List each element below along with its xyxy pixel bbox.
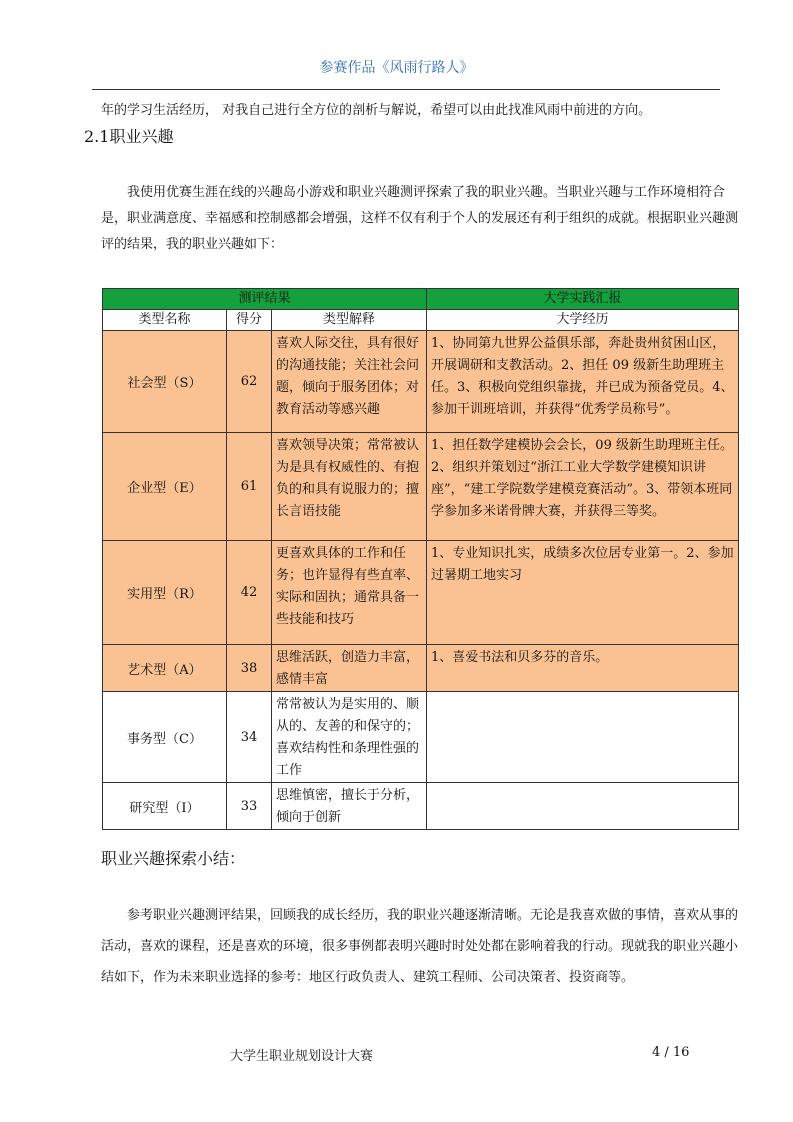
experience-cell: 1、担任数学建模协会会长，09 级新生助理班主任。2、组织并策划过“浙江工业大学数学建模知识讲座”，“建工学院数学建模竞赛活动”。3、带领本班同学参加多米诺骨牌大赛，并获得三等奖。: [427, 433, 739, 541]
score-cell: 61: [227, 433, 272, 541]
column-header-type: 类型名称: [103, 310, 227, 331]
type-cell: 艺术型（A）: [103, 645, 227, 692]
table-row: [103, 783, 739, 830]
explanation-cell: 常常被认为是实用的、顺从的、友善的和保守的；喜欢结构性和条理性强的工作: [272, 692, 427, 783]
score-cell: 38: [227, 645, 272, 692]
summary-heading: 职业兴趣探索小结：: [101, 849, 246, 868]
paragraph-summary: 参考职业兴趣测评结果，回顾我的成长经历，我的职业兴趣逐渐清晰。无论是我喜欢做的事情，喜欢从事的活动，喜欢的课程，还是喜欢的环境，很多事例都表明兴趣时时处处都在影响着我的行动。现就我的职业兴趣小结如下，作为未来职业选择的参考：地区行政负责人、建筑工程师、公司决策者、投资商等。: [101, 908, 739, 985]
experience-cell: 1、协同第九世界公益俱乐部，奔赴贵州贫困山区，开展调研和支教活动。2、担任 09 级新生助理班主任。3、积极向党组织靠拢，并已成为预备党员。4、参加干训班培训，并获得“优秀学员称号”。: [427, 331, 739, 433]
experience-cell: 1、专业知识扎实，成绩多次位居专业第一。2、参加过暑期工地实习: [427, 541, 739, 645]
group-header-assessment: 测评结果: [103, 289, 427, 310]
header-title: 参赛作品《风雨行路人》: [319, 60, 474, 76]
header-divider: [92, 89, 720, 90]
explanation-cell: 喜欢人际交往，具有很好的沟通技能；关注社会问题，倾向于服务团体；对教育活动等感兴趣: [272, 331, 427, 433]
table-column-header-row: [103, 310, 739, 331]
column-header-explanation: 类型解释: [272, 310, 427, 331]
column-header-score: 得分: [227, 310, 272, 331]
paragraph-intro: 我使用优赛生涯在线的兴趣岛小游戏和职业兴趣测评探索了我的职业兴趣。当职业兴趣与工作环境相符合是，职业满意度、幸福感和控制感都会增强，这样不仅有利于个人的发展还有利于组织的成就。根据职业兴趣测评的结果，我的职业兴趣如下：: [101, 185, 739, 252]
score-cell: 42: [227, 541, 272, 645]
table-row: [103, 541, 739, 645]
experience-cell: [427, 692, 739, 783]
score-cell: 33: [227, 783, 272, 830]
page-number: 4 / 16: [652, 1045, 690, 1060]
column-header-experience: 大学经历: [427, 310, 739, 331]
table-row: [103, 645, 739, 692]
group-header-practice: 大学实践汇报: [427, 289, 739, 310]
type-cell: 企业型（E）: [103, 433, 227, 541]
experience-cell: 1、喜爱书法和贝多芬的音乐。: [427, 645, 739, 692]
explanation-cell: 思维慎密，擅长于分析，倾向于创新: [272, 783, 427, 830]
type-cell: 社会型（S）: [103, 331, 227, 433]
intro-line: 年的学习生活经历， 对我自己进行全方位的剖析与解说，希望可以由此找准风雨中前进的方向。: [101, 103, 652, 118]
footer-title: 大学生职业规划设计大赛: [230, 1049, 374, 1064]
explanation-cell: 更喜欢具体的工作和任务；也许显得有些直率、实际和固执；通常具备一些技能和技巧: [272, 541, 427, 645]
explanation-cell: 思维活跃，创造力丰富，感情丰富: [272, 645, 427, 692]
table-row: [103, 331, 739, 433]
score-cell: 62: [227, 331, 272, 433]
section-heading: 2.1职业兴趣: [84, 127, 174, 146]
table-row: [103, 692, 739, 783]
score-cell: 34: [227, 692, 272, 783]
type-cell: 实用型（R）: [103, 541, 227, 645]
explanation-cell: 喜欢领导决策；常常被认为是具有权威性的、有抱负的和具有说服力的；擅长言语技能: [272, 433, 427, 541]
table-group-header-row: [103, 289, 739, 310]
interest-table: [102, 288, 739, 830]
type-cell: 事务型（C）: [103, 692, 227, 783]
table-row: [103, 433, 739, 541]
type-cell: 研究型（I）: [103, 783, 227, 830]
experience-cell: [427, 783, 739, 830]
